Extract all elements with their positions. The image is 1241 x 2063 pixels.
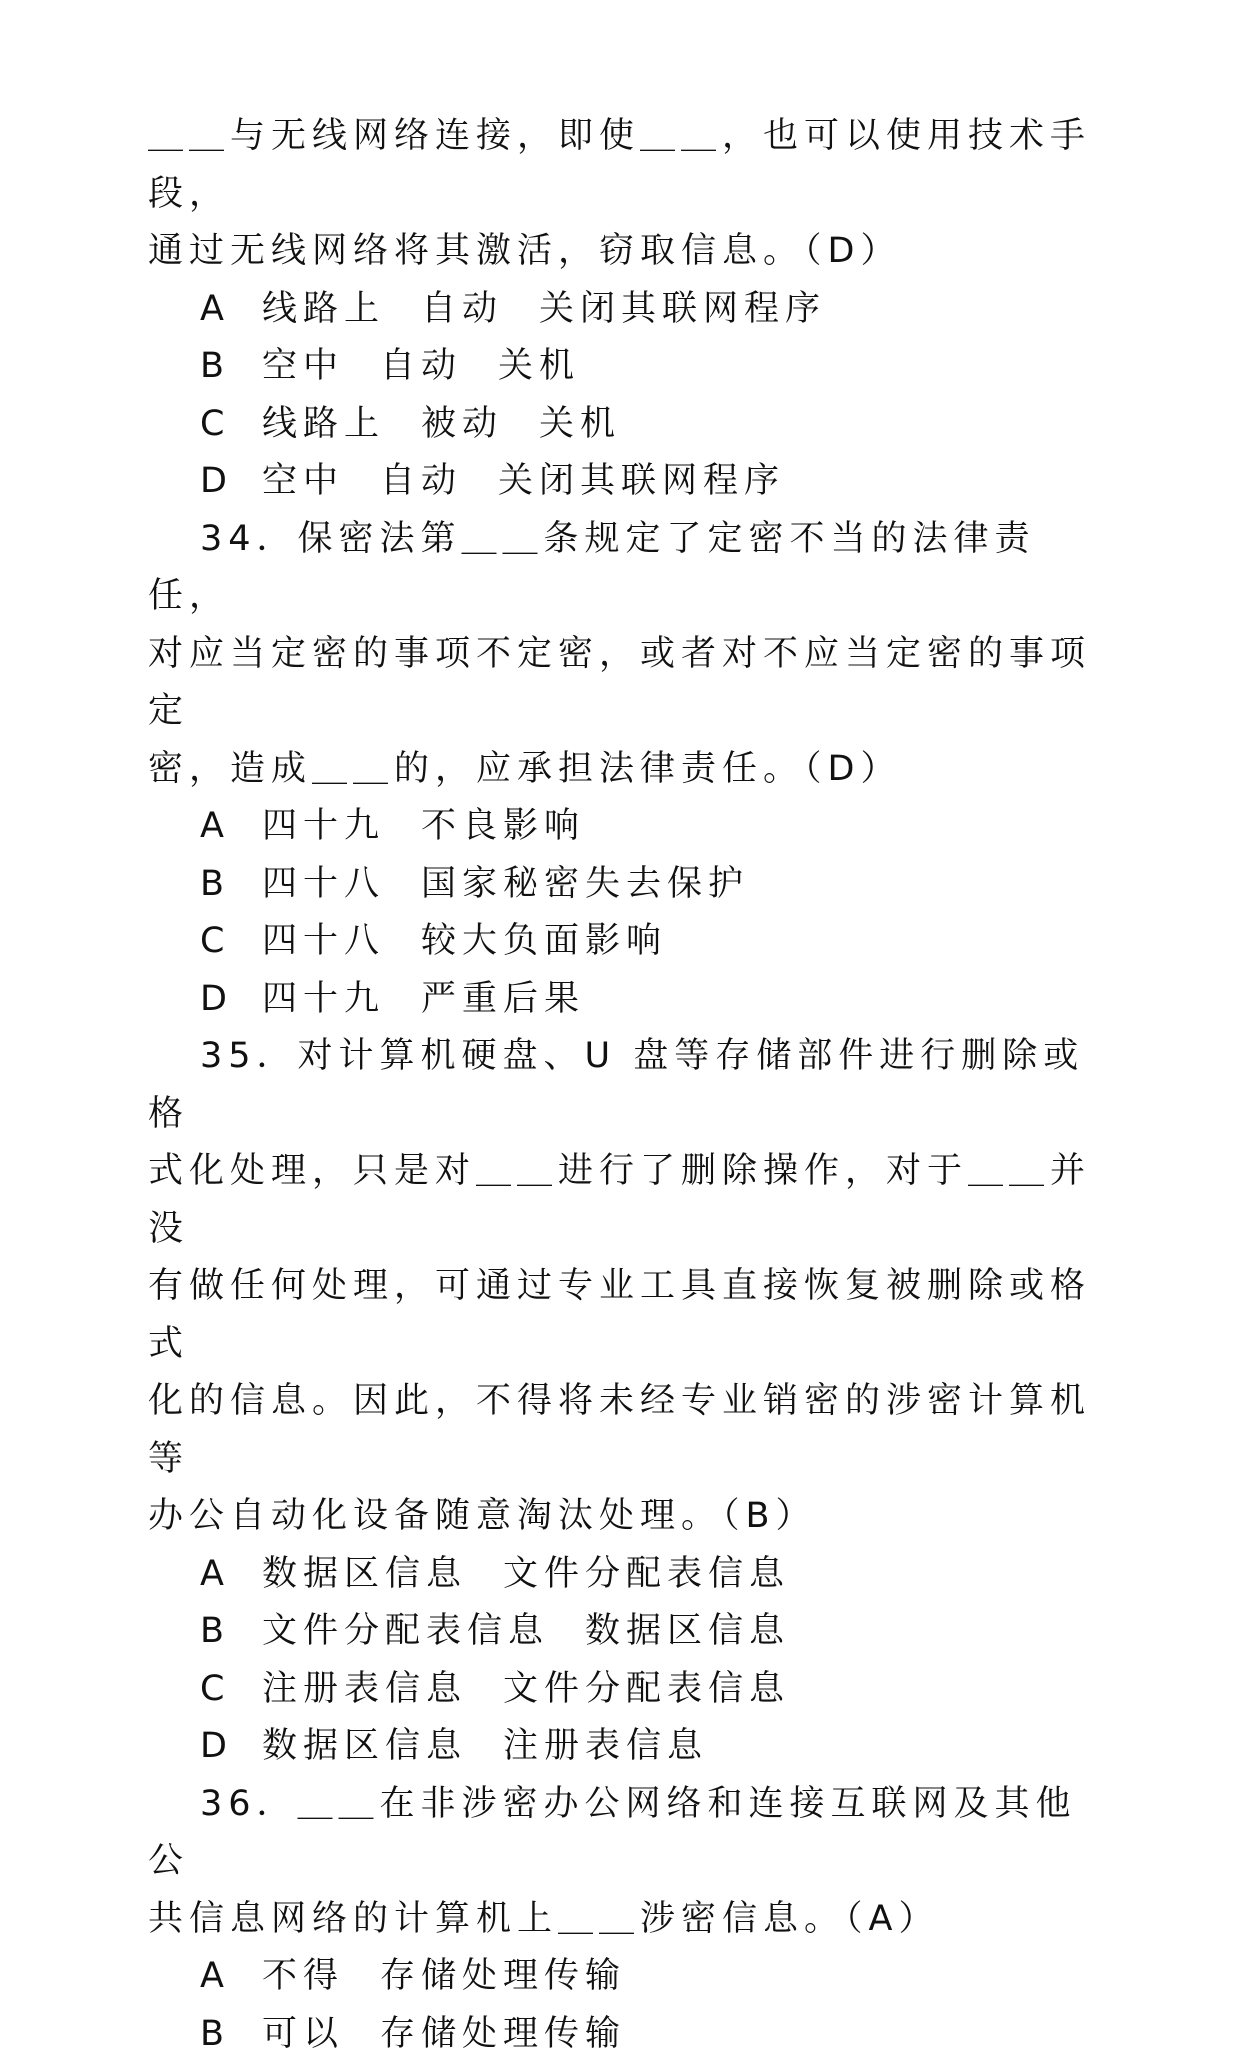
q35-option-c (148, 1661, 1103, 1719)
q35-stem-line-4: 化的信息。因此，不得将未经专业销密的涉密计算机等 (148, 1373, 1103, 1488)
option-text: 文件分配表信息 (262, 1603, 549, 1661)
q35-stem-line-1: 35．对计算机硬盘、U 盘等存储部件进行删除或格 (148, 1028, 1103, 1143)
option-text: 自动 (380, 338, 462, 396)
q34-option-b (148, 856, 1103, 914)
option-text: 较大负面影响 (421, 913, 667, 971)
q33-option-d (148, 453, 1103, 511)
option-text: 存储处理传输 (380, 2006, 626, 2063)
option-letter: B (200, 2006, 262, 2063)
option-letter: C (200, 913, 262, 971)
option-text: 注册表信息 (262, 1661, 467, 1719)
q36-stem-line-2: 共信息网络的计算机上＿＿涉密信息。（A） (148, 1891, 1103, 1949)
q33-option-b (148, 338, 1103, 396)
option-letter: B (200, 1603, 262, 1661)
option-text: 数据区信息 (262, 1546, 467, 1604)
q35-stem-line-2: 式化处理，只是对＿＿进行了删除操作，对于＿＿并没 (148, 1143, 1103, 1258)
option-text: 存储处理传输 (380, 1948, 626, 2006)
option-letter: D (200, 1718, 262, 1776)
option-text: 数据区信息 (585, 1603, 790, 1661)
q33-stem-line-1: ＿＿与无线网络连接，即使＿＿，也可以使用技术手段， (148, 108, 1103, 223)
option-text: 数据区信息 (262, 1718, 467, 1776)
option-letter: A (200, 1546, 262, 1604)
q36-stem-line-1: 36．＿＿在非涉密办公网络和连接互联网及其他公 (148, 1776, 1103, 1891)
option-text: 四十九 (262, 971, 385, 1029)
option-text: 自动 (421, 281, 503, 339)
option-text: 不得 (262, 1948, 344, 2006)
q35-option-a (148, 1546, 1103, 1604)
option-text: 可以 (262, 2006, 344, 2063)
q36-option-b (148, 2006, 1103, 2063)
q33-option-a (148, 281, 1103, 339)
option-letter: A (200, 1948, 262, 2006)
option-text: 关机 (539, 396, 621, 454)
option-text: 四十八 (262, 913, 385, 971)
option-letter: A (200, 798, 262, 856)
option-text: 文件分配表信息 (503, 1546, 790, 1604)
q35-stem-line-3: 有做任何处理，可通过专业工具直接恢复被删除或格式 (148, 1258, 1103, 1373)
option-text: 线路上 (262, 396, 385, 454)
q34-stem-line-1: 34．保密法第＿＿条规定了定密不当的法律责任， (148, 511, 1103, 626)
option-text: 空中 (262, 453, 344, 511)
option-text: 四十八 (262, 856, 385, 914)
option-text: 四十九 (262, 798, 385, 856)
q34-stem-line-3: 密，造成＿＿的，应承担法律责任。（D） (148, 741, 1103, 799)
q34-option-d (148, 971, 1103, 1029)
option-text: 文件分配表信息 (503, 1661, 790, 1719)
option-text: 关机 (498, 338, 580, 396)
q36-option-a (148, 1948, 1103, 2006)
q34-stem-line-2: 对应当定密的事项不定密，或者对不应当定密的事项定 (148, 626, 1103, 741)
option-text: 国家秘密失去保护 (421, 856, 749, 914)
option-letter: C (200, 396, 262, 454)
q33-stem-line-2: 通过无线网络将其激活，窃取信息。（D） (148, 223, 1103, 281)
option-text: 自动 (380, 453, 462, 511)
q35-stem-line-5: 办公自动化设备随意淘汰处理。（B） (148, 1488, 1103, 1546)
option-letter: A (200, 281, 262, 339)
option-text: 严重后果 (421, 971, 585, 1029)
option-text: 被动 (421, 396, 503, 454)
option-letter: D (200, 453, 262, 511)
q35-option-d (148, 1718, 1103, 1776)
q34-option-c (148, 913, 1103, 971)
option-letter: B (200, 338, 262, 396)
option-text: 不良影响 (421, 798, 585, 856)
option-text: 关闭其联网程序 (539, 281, 826, 339)
option-letter: D (200, 971, 262, 1029)
option-text: 线路上 (262, 281, 385, 339)
option-letter: C (200, 1661, 262, 1719)
option-letter: B (200, 856, 262, 914)
q35-option-b (148, 1603, 1103, 1661)
q33-option-c (148, 396, 1103, 454)
option-text: 空中 (262, 338, 344, 396)
q34-option-a (148, 798, 1103, 856)
option-text: 关闭其联网程序 (498, 453, 785, 511)
document-body (148, 108, 1103, 2063)
option-text: 注册表信息 (503, 1718, 708, 1776)
